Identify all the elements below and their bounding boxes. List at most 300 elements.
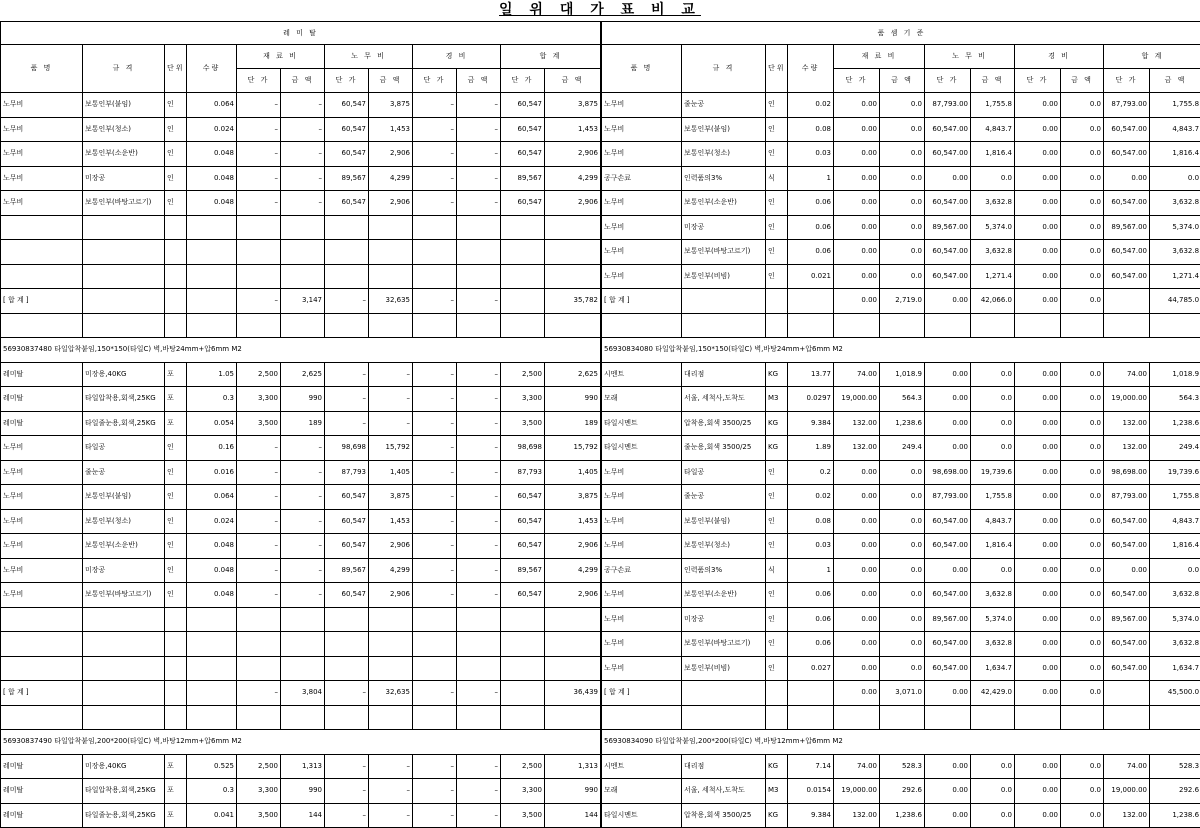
table-cell: 19,000.00 [1104, 779, 1150, 804]
table-cell [925, 705, 971, 730]
table-cell: 1,271.4 [1150, 264, 1200, 289]
table-cell: 132.00 [834, 436, 880, 461]
table-cell: 3,875 [545, 485, 601, 510]
table-cell: 0.0 [1061, 681, 1104, 706]
table-cell [501, 632, 545, 657]
labor-header: 노 무 비 [925, 45, 1015, 69]
table-cell: 0.0 [1061, 166, 1104, 191]
table-cell: 132.00 [834, 803, 880, 828]
table-row [1, 705, 601, 730]
table-cell: 0.0 [880, 191, 925, 216]
table-cell: 보통인부(바탕고르기) [83, 191, 165, 216]
table-row [1, 191, 601, 216]
table-cell: 60,547.00 [1104, 534, 1150, 559]
table-cell: 1,755.8 [971, 93, 1015, 118]
table-cell [83, 705, 165, 730]
table-cell: 74.00 [834, 754, 880, 779]
table-cell [165, 313, 187, 338]
table-cell: – [457, 142, 501, 167]
table-cell: 보통인부(청소) [682, 534, 766, 559]
table-cell [880, 313, 925, 338]
table-cell: 타일시멘트 [602, 436, 682, 461]
table-cell [545, 264, 601, 289]
table-cell: 13.77 [788, 362, 834, 387]
table-cell: – [237, 509, 281, 534]
table-cell: 0.06 [788, 215, 834, 240]
table-cell: 60,547 [501, 93, 545, 118]
table-cell [369, 632, 413, 657]
table-cell [457, 240, 501, 265]
table-cell: 인 [165, 142, 187, 167]
table-cell [413, 264, 457, 289]
table-cell: – [413, 166, 457, 191]
unit-price-header: 단 가 [1015, 69, 1061, 93]
table-row [602, 215, 1200, 240]
table-cell: 132.00 [1104, 411, 1150, 436]
table-cell: 60,547.00 [1104, 509, 1150, 534]
table-cell: 포 [165, 754, 187, 779]
table-row [602, 142, 1200, 167]
table-cell: 인 [766, 460, 788, 485]
table-cell: 60,547 [501, 117, 545, 142]
table-cell: 보통인부(청소) [83, 117, 165, 142]
table-cell: 2,906 [545, 142, 601, 167]
table-cell: 타일공 [83, 436, 165, 461]
header-row [602, 45, 1200, 69]
table-cell: 0.0 [1061, 436, 1104, 461]
table-row [1, 509, 601, 534]
table-cell: 0.024 [187, 509, 237, 534]
table-cell: KG [766, 754, 788, 779]
table-cell: 89,567.00 [925, 215, 971, 240]
table-cell: – [457, 411, 501, 436]
table-cell: 인 [165, 117, 187, 142]
table-cell: – [457, 558, 501, 583]
table-cell: 0.0 [1061, 411, 1104, 436]
table-row [1, 583, 601, 608]
table-cell: 시멘트 [602, 362, 682, 387]
table-cell [413, 705, 457, 730]
table-cell: [ 합 계 ] [602, 289, 682, 314]
table-cell: 1,405 [545, 460, 601, 485]
table-cell: 60,547 [325, 509, 369, 534]
table-row [602, 583, 1200, 608]
table-cell [1061, 705, 1104, 730]
table-cell [834, 313, 880, 338]
table-cell: 98,698 [501, 436, 545, 461]
table-cell [413, 656, 457, 681]
table-cell: 포 [165, 362, 187, 387]
table-cell: 990 [281, 387, 325, 412]
section-title: 56930834080 타일압착붙임,150*150(타일C) 벽,바탕24mm+압6mm M2 [602, 338, 1200, 363]
table-cell: 0.00 [1015, 803, 1061, 828]
table-row [1, 632, 601, 657]
table-cell: 인 [766, 534, 788, 559]
unit-price-header: 단 가 [834, 69, 880, 93]
table-cell [1, 656, 83, 681]
table-cell: 89,567.00 [1104, 215, 1150, 240]
table-cell: 노무비 [602, 534, 682, 559]
table-cell [457, 607, 501, 632]
table-row [602, 681, 1200, 706]
table-cell: – [413, 583, 457, 608]
table-cell: 노무비 [602, 583, 682, 608]
table-cell: 0.054 [187, 411, 237, 436]
table-cell: 0.06 [788, 632, 834, 657]
table-cell [83, 240, 165, 265]
table-cell: 89,567.00 [1104, 607, 1150, 632]
table-cell: 32,635 [369, 681, 413, 706]
table-cell: 0.03 [788, 142, 834, 167]
table-cell: 노무비 [602, 142, 682, 167]
table-cell: 0.00 [1015, 485, 1061, 510]
table-cell: – [369, 362, 413, 387]
unit-price-header: 단 가 [501, 69, 545, 93]
table-cell: 미장용,40KG [83, 754, 165, 779]
table-cell: 0.021 [788, 264, 834, 289]
table-row [1, 142, 601, 167]
table-cell [281, 240, 325, 265]
table-cell: 60,547 [501, 142, 545, 167]
table-cell [457, 313, 501, 338]
table-cell: 포 [165, 411, 187, 436]
table-cell: 줄눈공 [682, 485, 766, 510]
table-cell [325, 215, 369, 240]
table-cell: – [281, 534, 325, 559]
table-cell: 0.016 [187, 460, 237, 485]
unit-price-header: 단 가 [413, 69, 457, 93]
table-cell: 60,547 [325, 142, 369, 167]
table-cell: 0.0 [1150, 558, 1200, 583]
table-cell: 3,804 [281, 681, 325, 706]
table-cell: 레미탈 [1, 362, 83, 387]
table-cell: 타일압착용,회색,25KG [83, 779, 165, 804]
table-cell: 0.00 [1015, 411, 1061, 436]
table-cell [325, 632, 369, 657]
table-cell [971, 313, 1015, 338]
table-cell: 0.3 [187, 779, 237, 804]
table-cell: – [413, 191, 457, 216]
table-cell: – [457, 166, 501, 191]
table-cell: 줄눈용,회색 3500/25 [682, 436, 766, 461]
table-cell: 60,547.00 [925, 583, 971, 608]
table-cell: – [413, 142, 457, 167]
table-cell [281, 264, 325, 289]
table-row [1, 264, 601, 289]
table-row [1, 803, 601, 828]
table-cell: 60,547 [325, 93, 369, 118]
table-cell [187, 705, 237, 730]
table-cell [165, 705, 187, 730]
table-cell [413, 215, 457, 240]
table-cell: 0.0 [1150, 166, 1200, 191]
table-cell: – [369, 411, 413, 436]
table-cell: 0.0 [880, 166, 925, 191]
table-cell: 1,755.8 [1150, 485, 1200, 510]
table-cell [457, 215, 501, 240]
table-cell: 0.00 [1015, 215, 1061, 240]
table-cell: 보통인부(붙임) [83, 93, 165, 118]
table-cell: 1,634.7 [1150, 656, 1200, 681]
table-cell: 레미탈 [1, 803, 83, 828]
table-cell [187, 681, 237, 706]
amount-header: 금 액 [545, 69, 601, 93]
table-cell [325, 705, 369, 730]
table-row [602, 534, 1200, 559]
table-cell: 0.00 [834, 558, 880, 583]
table-cell: 포 [165, 779, 187, 804]
table-row [602, 240, 1200, 265]
amount-header: 금 액 [971, 69, 1015, 93]
table-cell: 보통인부(소운반) [83, 142, 165, 167]
table-cell: 인력품의3% [682, 558, 766, 583]
table-cell: 0.00 [925, 289, 971, 314]
table-cell: 0.0 [1061, 656, 1104, 681]
table-cell: 87,793.00 [925, 485, 971, 510]
table-cell: 미장공 [83, 558, 165, 583]
table-cell: 2,906 [545, 534, 601, 559]
table-row [1, 436, 601, 461]
table-cell: 0.00 [834, 583, 880, 608]
table-cell: 미장용,40KG [83, 362, 165, 387]
table-cell: 3,875 [369, 485, 413, 510]
table-cell: 대리점 [682, 754, 766, 779]
table-cell: 노무비 [602, 485, 682, 510]
table-cell: 60,547.00 [1104, 583, 1150, 608]
table-cell: 0.00 [1015, 264, 1061, 289]
table-cell: 0.03 [788, 534, 834, 559]
table-cell: – [369, 754, 413, 779]
labor-header: 노 무 비 [325, 45, 413, 69]
table-cell [187, 656, 237, 681]
table-cell: 0.0297 [788, 387, 834, 412]
table-cell [501, 313, 545, 338]
table-cell: 0.00 [834, 142, 880, 167]
table-cell: – [325, 754, 369, 779]
table-cell: 60,547.00 [1104, 240, 1150, 265]
amount-header: 금 액 [369, 69, 413, 93]
table-cell: – [413, 485, 457, 510]
table-cell: 노무비 [1, 583, 83, 608]
table-row [1, 534, 601, 559]
table-cell: 0.064 [187, 93, 237, 118]
table-cell: 압착용,회색 3500/25 [682, 411, 766, 436]
table-cell: 60,547.00 [925, 656, 971, 681]
table-cell [83, 656, 165, 681]
table-cell [1015, 313, 1061, 338]
table-cell: – [237, 117, 281, 142]
table-cell: – [413, 411, 457, 436]
table-cell: 0.00 [834, 607, 880, 632]
table-cell [766, 681, 788, 706]
table-cell: – [237, 289, 281, 314]
table-cell: 노무비 [1, 93, 83, 118]
table-cell: 0.0 [880, 460, 925, 485]
table-cell: – [457, 485, 501, 510]
table-cell: 60,547 [325, 191, 369, 216]
table-cell: 인 [165, 485, 187, 510]
table-cell: 타일줄눈용,회색,25KG [83, 411, 165, 436]
table-cell [369, 607, 413, 632]
table-cell: 0.00 [834, 240, 880, 265]
table-cell: 보통인부(소운반) [682, 191, 766, 216]
table-cell: 인 [766, 656, 788, 681]
table-cell: 인력품의3% [682, 166, 766, 191]
table-cell: 인 [165, 166, 187, 191]
table-cell: 3,632.8 [971, 191, 1015, 216]
table-cell: 0.00 [834, 460, 880, 485]
table-cell: 시멘트 [602, 754, 682, 779]
table-cell: 0.048 [187, 558, 237, 583]
table-cell: [ 합 계 ] [1, 681, 83, 706]
table-cell: 1.89 [788, 436, 834, 461]
table-cell: 인 [766, 240, 788, 265]
table-cell: 60,547 [501, 534, 545, 559]
unit-header: 단위 [165, 45, 187, 93]
table-cell: 0.0 [880, 632, 925, 657]
table-cell [1, 607, 83, 632]
table-cell: 노무비 [602, 460, 682, 485]
table-cell: 4,843.7 [1150, 509, 1200, 534]
table-cell: 0.0 [1061, 607, 1104, 632]
table-cell: – [413, 754, 457, 779]
table-cell: 1 [788, 166, 834, 191]
table-cell: KG [766, 411, 788, 436]
table-row [602, 509, 1200, 534]
table-cell: 132.00 [1104, 436, 1150, 461]
table-cell: 0.00 [1015, 681, 1061, 706]
table-cell: – [413, 558, 457, 583]
table-row [602, 754, 1200, 779]
table-cell: – [457, 583, 501, 608]
table-cell: 990 [545, 387, 601, 412]
item-header: 품 명 [602, 45, 682, 93]
table-cell: 줄눈공 [83, 460, 165, 485]
table-cell: 0.00 [834, 289, 880, 314]
table-cell [281, 215, 325, 240]
table-cell: 1,755.8 [1150, 93, 1200, 118]
table-cell: 60,547 [325, 534, 369, 559]
table-cell [788, 705, 834, 730]
table-row [1, 656, 601, 681]
table-cell: 0.00 [925, 803, 971, 828]
table-cell: 4,299 [545, 166, 601, 191]
table-cell [501, 215, 545, 240]
table-cell: 0.0 [880, 583, 925, 608]
page-title: 일 위 대 가 표 비 교 [0, 0, 1200, 20]
table-cell: 노무비 [602, 607, 682, 632]
table-cell: 89,567 [325, 166, 369, 191]
table-cell: 89,567.00 [925, 607, 971, 632]
table-cell: 노무비 [602, 191, 682, 216]
table-cell: 60,547.00 [1104, 191, 1150, 216]
table-cell: [ 합 계 ] [1, 289, 83, 314]
table-cell: – [413, 387, 457, 412]
table-cell [165, 240, 187, 265]
material-header: 재 료 비 [834, 45, 925, 69]
table-cell: – [325, 362, 369, 387]
table-cell: – [413, 289, 457, 314]
table-cell: 1,816.4 [971, 142, 1015, 167]
table-row [1, 117, 601, 142]
table-cell [1150, 313, 1200, 338]
table-cell: 2,906 [369, 534, 413, 559]
table-cell [788, 681, 834, 706]
table-row [1, 289, 601, 314]
table-cell: 87,793.00 [1104, 485, 1150, 510]
total-header: 합 계 [501, 45, 601, 69]
table-cell [501, 240, 545, 265]
table-cell: 보통인부(바탕고르기) [83, 583, 165, 608]
table-cell: 89,567 [325, 558, 369, 583]
table-cell: 인 [165, 191, 187, 216]
table-cell: 보통인부(청소) [682, 142, 766, 167]
spec-header: 규 격 [682, 45, 766, 93]
table-cell: 4,299 [545, 558, 601, 583]
table-cell: 1,453 [369, 509, 413, 534]
table-row [602, 117, 1200, 142]
table-cell: 노무비 [602, 215, 682, 240]
table-cell: 2,625 [281, 362, 325, 387]
table-cell: 0.00 [1015, 289, 1061, 314]
table-cell [165, 656, 187, 681]
table-cell: 0.525 [187, 754, 237, 779]
table-cell: 0.06 [788, 607, 834, 632]
table-cell: 1,453 [369, 117, 413, 142]
table-row [1, 754, 601, 779]
table-cell: 15,792 [545, 436, 601, 461]
table-cell: 노무비 [602, 117, 682, 142]
table-cell: 3,632.8 [971, 632, 1015, 657]
table-cell: 0.00 [1015, 387, 1061, 412]
table-cell: 0.048 [187, 166, 237, 191]
table-cell: – [413, 460, 457, 485]
table-cell: 레미탈 [1, 387, 83, 412]
table-cell: 9.384 [788, 411, 834, 436]
table-cell: 0.0 [971, 387, 1015, 412]
table-cell: 레미탈 [1, 779, 83, 804]
unit-price-header: 단 가 [237, 69, 281, 93]
table-cell: KG [766, 362, 788, 387]
table-cell: – [413, 509, 457, 534]
table-cell [413, 632, 457, 657]
table-cell: 42,429.0 [971, 681, 1015, 706]
unit-price-header: 단 가 [925, 69, 971, 93]
table-cell: 0.00 [1015, 460, 1061, 485]
table-cell: 60,547.00 [925, 117, 971, 142]
table-cell [602, 705, 682, 730]
table-cell: 공구손료 [602, 558, 682, 583]
table-cell [766, 705, 788, 730]
table-cell: 292.6 [1150, 779, 1200, 804]
table-cell: 990 [545, 779, 601, 804]
table-cell: 0.2 [788, 460, 834, 485]
table-cell: 노무비 [602, 264, 682, 289]
table-row [602, 387, 1200, 412]
table-cell [165, 264, 187, 289]
table-cell [281, 313, 325, 338]
qty-header: 수량 [187, 45, 237, 93]
table-cell: 2,906 [545, 583, 601, 608]
table-cell: 249.4 [880, 436, 925, 461]
table-cell: 1,634.7 [971, 656, 1015, 681]
table-cell [457, 264, 501, 289]
table-cell [457, 632, 501, 657]
table-cell: 1,453 [545, 509, 601, 534]
table-cell [165, 215, 187, 240]
table-cell: 0.0 [971, 803, 1015, 828]
table-cell: 미장공 [682, 607, 766, 632]
